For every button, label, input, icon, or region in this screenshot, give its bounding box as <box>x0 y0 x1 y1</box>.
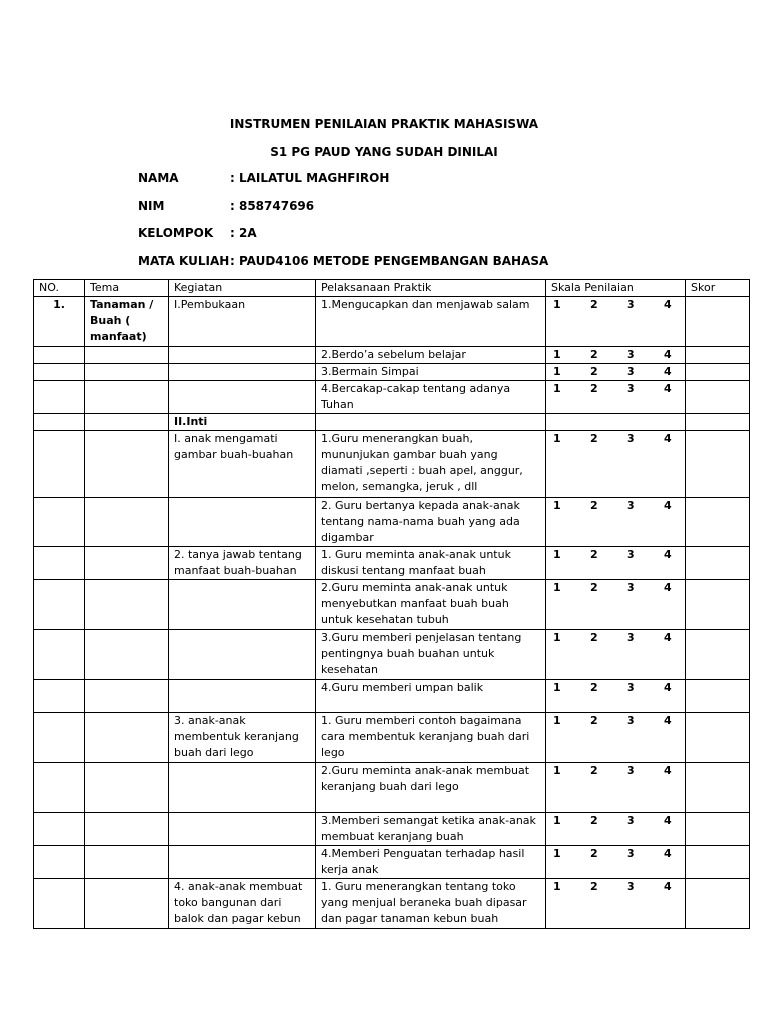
scale-option: 4 <box>664 348 672 361</box>
scale-option: 3 <box>627 365 635 378</box>
cell-pelaksanaan: 1.Guru menerangkan buah, mununjukan gambar buah yang diamati ,seperti : buah apel, anggur, melon, semangka, jeruk , dll <box>316 431 546 498</box>
scale-option: 1 <box>553 631 561 644</box>
scale-option: 2 <box>590 880 598 893</box>
scale-option: 4 <box>664 681 672 694</box>
cell-skala-penilaian <box>546 414 686 431</box>
scale-options <box>551 763 680 779</box>
cell-skor <box>686 580 750 630</box>
cell-kegiatan <box>169 680 316 713</box>
info-row-kelompok <box>138 226 257 240</box>
scale-option: 2 <box>590 764 598 777</box>
scale-option: 1 <box>553 548 561 561</box>
scale-option: 3 <box>627 298 635 311</box>
cell-no <box>34 364 85 381</box>
scale-option: 3 <box>627 548 635 561</box>
scale-option: 2 <box>590 432 598 445</box>
cell-pelaksanaan: 4.Bercakap-cakap tentang adanya Tuhan <box>316 381 546 414</box>
cell-skala-penilaian <box>546 813 686 846</box>
cell-tema <box>85 680 169 713</box>
cell-no <box>34 547 85 580</box>
scale-option: 3 <box>627 764 635 777</box>
scale-option: 4 <box>664 499 672 512</box>
cell-skor <box>686 879 750 929</box>
cell-skala-penilaian <box>546 364 686 381</box>
cell-tema: Tanaman / Buah ( manfaat) <box>85 297 169 347</box>
info-label: MATA KULIAH <box>138 254 230 268</box>
table-row <box>34 813 750 846</box>
cell-pelaksanaan <box>316 414 546 431</box>
cell-pelaksanaan: 3.Bermain Simpai <box>316 364 546 381</box>
table-row <box>34 763 750 813</box>
table-row <box>34 713 750 763</box>
info-label: NAMA <box>138 171 179 185</box>
document-title: INSTRUMEN PENILAIAN PRAKTIK MAHASISWA <box>229 117 539 131</box>
cell-kegiatan: 2. tanya jawab tentang manfaat buah-buahan <box>169 547 316 580</box>
scale-option: 1 <box>553 814 561 827</box>
scale-option: 3 <box>627 499 635 512</box>
column-header-tema: Tema <box>85 280 169 297</box>
scale-options <box>551 431 680 447</box>
info-row-nim <box>138 199 314 213</box>
scale-option: 3 <box>627 714 635 727</box>
scale-options <box>551 498 680 514</box>
cell-skala-penilaian <box>546 580 686 630</box>
scale-option: 2 <box>590 814 598 827</box>
cell-kegiatan <box>169 364 316 381</box>
table-row <box>34 547 750 580</box>
cell-no <box>34 763 85 813</box>
info-value: : 2A <box>230 226 257 240</box>
cell-skor <box>686 498 750 547</box>
scale-option: 3 <box>627 581 635 594</box>
scale-options <box>551 879 680 895</box>
scale-option: 1 <box>553 382 561 395</box>
cell-skor <box>686 846 750 879</box>
scale-option: 2 <box>590 499 598 512</box>
scale-options <box>551 297 680 313</box>
cell-kegiatan: I. anak mengamati gambar buah-buahan <box>169 431 316 498</box>
scale-option: 2 <box>590 714 598 727</box>
table-row <box>34 630 750 680</box>
cell-tema <box>85 547 169 580</box>
scale-option: 3 <box>627 432 635 445</box>
table-header-row <box>34 280 750 297</box>
cell-skor <box>686 297 750 347</box>
scale-option: 4 <box>664 548 672 561</box>
cell-tema <box>85 846 169 879</box>
info-row-nama <box>138 171 389 185</box>
scale-option: 2 <box>590 548 598 561</box>
scale-option: 3 <box>627 681 635 694</box>
table-row <box>34 680 750 713</box>
cell-kegiatan: 3. anak-anak membentuk keranjang buah dari lego <box>169 713 316 763</box>
scale-options <box>551 630 680 646</box>
cell-no <box>34 498 85 547</box>
scale-option: 1 <box>553 499 561 512</box>
scale-options <box>551 381 680 397</box>
cell-skala-penilaian <box>546 297 686 347</box>
cell-tema <box>85 713 169 763</box>
cell-skor <box>686 347 750 364</box>
cell-skala-penilaian <box>546 680 686 713</box>
scale-options <box>551 813 680 829</box>
scale-option: 4 <box>664 432 672 445</box>
cell-no <box>34 414 85 431</box>
cell-pelaksanaan: 2.Guru meminta anak-anak membuat keranjang buah dari lego <box>316 763 546 813</box>
cell-skor <box>686 680 750 713</box>
cell-skor <box>686 813 750 846</box>
scale-option: 4 <box>664 382 672 395</box>
cell-kegiatan <box>169 580 316 630</box>
cell-kegiatan: 4. anak-anak membuat toko bangunan dari balok dan pagar kebun <box>169 879 316 929</box>
table-row <box>34 297 750 347</box>
cell-kegiatan <box>169 763 316 813</box>
scale-option: 1 <box>553 847 561 860</box>
cell-tema <box>85 431 169 498</box>
cell-pelaksanaan: 1. Guru menerangkan tentang toko yang menjual beraneka buah dipasar dan pagar tanaman kebun buah <box>316 879 546 929</box>
scale-option: 4 <box>664 365 672 378</box>
cell-tema <box>85 813 169 846</box>
scale-option: 2 <box>590 681 598 694</box>
table-row <box>34 364 750 381</box>
scale-option: 1 <box>553 764 561 777</box>
column-header-skala: Skala Penilaian <box>546 280 686 297</box>
scale-options <box>551 713 680 729</box>
scale-option: 4 <box>664 631 672 644</box>
cell-skala-penilaian <box>546 846 686 879</box>
cell-skor <box>686 547 750 580</box>
cell-skala-penilaian <box>546 547 686 580</box>
cell-pelaksanaan: 3.Guru memberi penjelasan tentang pentingnya buah buahan untuk kesehatan <box>316 630 546 680</box>
cell-kegiatan <box>169 630 316 680</box>
scale-option: 2 <box>590 847 598 860</box>
cell-pelaksanaan: 2.Berdo’a sebelum belajar <box>316 347 546 364</box>
cell-no: 1. <box>34 297 85 347</box>
cell-skor <box>686 381 750 414</box>
scale-options <box>551 364 680 380</box>
cell-skala-penilaian <box>546 347 686 364</box>
column-header-skor: Skor <box>686 280 750 297</box>
scale-option: 3 <box>627 880 635 893</box>
cell-pelaksanaan: 2. Guru bertanya kepada anak-anak tentang nama-nama buah yang ada digambar <box>316 498 546 547</box>
scale-option: 2 <box>590 298 598 311</box>
cell-skor <box>686 414 750 431</box>
cell-kegiatan <box>169 813 316 846</box>
cell-tema <box>85 580 169 630</box>
cell-tema <box>85 630 169 680</box>
cell-skor <box>686 713 750 763</box>
cell-skala-penilaian <box>546 713 686 763</box>
scale-option: 1 <box>553 348 561 361</box>
assessment-table <box>33 279 750 929</box>
cell-no <box>34 347 85 364</box>
cell-no <box>34 813 85 846</box>
table-row <box>34 431 750 498</box>
cell-no <box>34 630 85 680</box>
scale-option: 1 <box>553 298 561 311</box>
scale-option: 3 <box>627 631 635 644</box>
cell-no <box>34 580 85 630</box>
scale-option: 2 <box>590 348 598 361</box>
cell-skor <box>686 630 750 680</box>
cell-tema <box>85 498 169 547</box>
scale-option: 1 <box>553 581 561 594</box>
cell-kegiatan <box>169 846 316 879</box>
cell-no <box>34 846 85 879</box>
scale-option: 2 <box>590 365 598 378</box>
cell-tema <box>85 763 169 813</box>
info-label: KELOMPOK <box>138 226 214 240</box>
scale-options <box>551 347 680 363</box>
cell-pelaksanaan: 2.Guru meminta anak-anak untuk menyebutkan manfaat buah buah untuk kesehatan tubuh <box>316 580 546 630</box>
info-row-mata-kuliah <box>138 254 548 268</box>
cell-skor <box>686 431 750 498</box>
scale-option: 4 <box>664 814 672 827</box>
scale-option: 4 <box>664 764 672 777</box>
scale-option: 1 <box>553 880 561 893</box>
scale-option: 4 <box>664 880 672 893</box>
cell-tema <box>85 414 169 431</box>
table-row <box>34 580 750 630</box>
cell-skor <box>686 763 750 813</box>
column-header-no: NO. <box>34 280 85 297</box>
cell-tema <box>85 879 169 929</box>
table-row <box>34 846 750 879</box>
cell-tema <box>85 347 169 364</box>
table-row <box>34 381 750 414</box>
cell-tema <box>85 364 169 381</box>
scale-option: 1 <box>553 681 561 694</box>
scale-option: 1 <box>553 365 561 378</box>
info-value: : PAUD4106 METODE PENGEMBANGAN BAHASA <box>230 254 549 268</box>
scale-option: 4 <box>664 714 672 727</box>
scale-options <box>551 580 680 596</box>
cell-pelaksanaan: 1. Guru meminta anak-anak untuk diskusi tentang manfaat buah <box>316 547 546 580</box>
scale-option: 2 <box>590 382 598 395</box>
table-body <box>34 297 750 929</box>
cell-tema <box>85 381 169 414</box>
cell-pelaksanaan: 4.Guru memberi umpan balik <box>316 680 546 713</box>
cell-kegiatan <box>169 347 316 364</box>
cell-pelaksanaan: 3.Memberi semangat ketika anak-anak membuat keranjang buah <box>316 813 546 846</box>
scale-options <box>551 846 680 862</box>
column-header-pelaksanaan: Pelaksanaan Praktik <box>316 280 546 297</box>
cell-skala-penilaian <box>546 498 686 547</box>
cell-no <box>34 381 85 414</box>
cell-kegiatan: I.Pembukaan <box>169 297 316 347</box>
cell-skala-penilaian <box>546 381 686 414</box>
scale-options <box>551 680 680 696</box>
scale-option: 1 <box>553 714 561 727</box>
table-row <box>34 414 750 431</box>
scale-option: 4 <box>664 581 672 594</box>
scale-option: 3 <box>627 847 635 860</box>
cell-skala-penilaian <box>546 630 686 680</box>
cell-pelaksanaan: 1.Mengucapkan dan menjawab salam <box>316 297 546 347</box>
cell-no <box>34 713 85 763</box>
cell-no <box>34 680 85 713</box>
scale-options <box>551 547 680 563</box>
cell-kegiatan: II.Inti <box>169 414 316 431</box>
cell-skala-penilaian <box>546 879 686 929</box>
cell-skala-penilaian <box>546 763 686 813</box>
scale-option: 4 <box>664 298 672 311</box>
table-row <box>34 498 750 547</box>
cell-no <box>34 431 85 498</box>
cell-kegiatan <box>169 498 316 547</box>
scale-option: 2 <box>590 631 598 644</box>
cell-no <box>34 879 85 929</box>
scale-option: 1 <box>553 432 561 445</box>
table-row <box>34 347 750 364</box>
scale-option: 3 <box>627 348 635 361</box>
cell-skala-penilaian <box>546 431 686 498</box>
scale-option: 4 <box>664 847 672 860</box>
cell-pelaksanaan: 4.Memberi Penguatan terhadap hasil kerja anak <box>316 846 546 879</box>
scale-option: 2 <box>590 581 598 594</box>
scale-option: 3 <box>627 382 635 395</box>
cell-kegiatan <box>169 381 316 414</box>
cell-skor <box>686 364 750 381</box>
column-header-kegiatan: Kegiatan <box>169 280 316 297</box>
cell-pelaksanaan: 1. Guru memberi contoh bagaimana cara membentuk keranjang buah dari lego <box>316 713 546 763</box>
table-row <box>34 879 750 929</box>
info-value: : 858747696 <box>230 199 315 213</box>
info-label: NIM <box>138 199 165 213</box>
document-subtitle: S1 PG PAUD YANG SUDAH DINILAI <box>270 145 498 159</box>
scale-option: 3 <box>627 814 635 827</box>
info-value: : LAILATUL MAGHFIROH <box>230 171 390 185</box>
